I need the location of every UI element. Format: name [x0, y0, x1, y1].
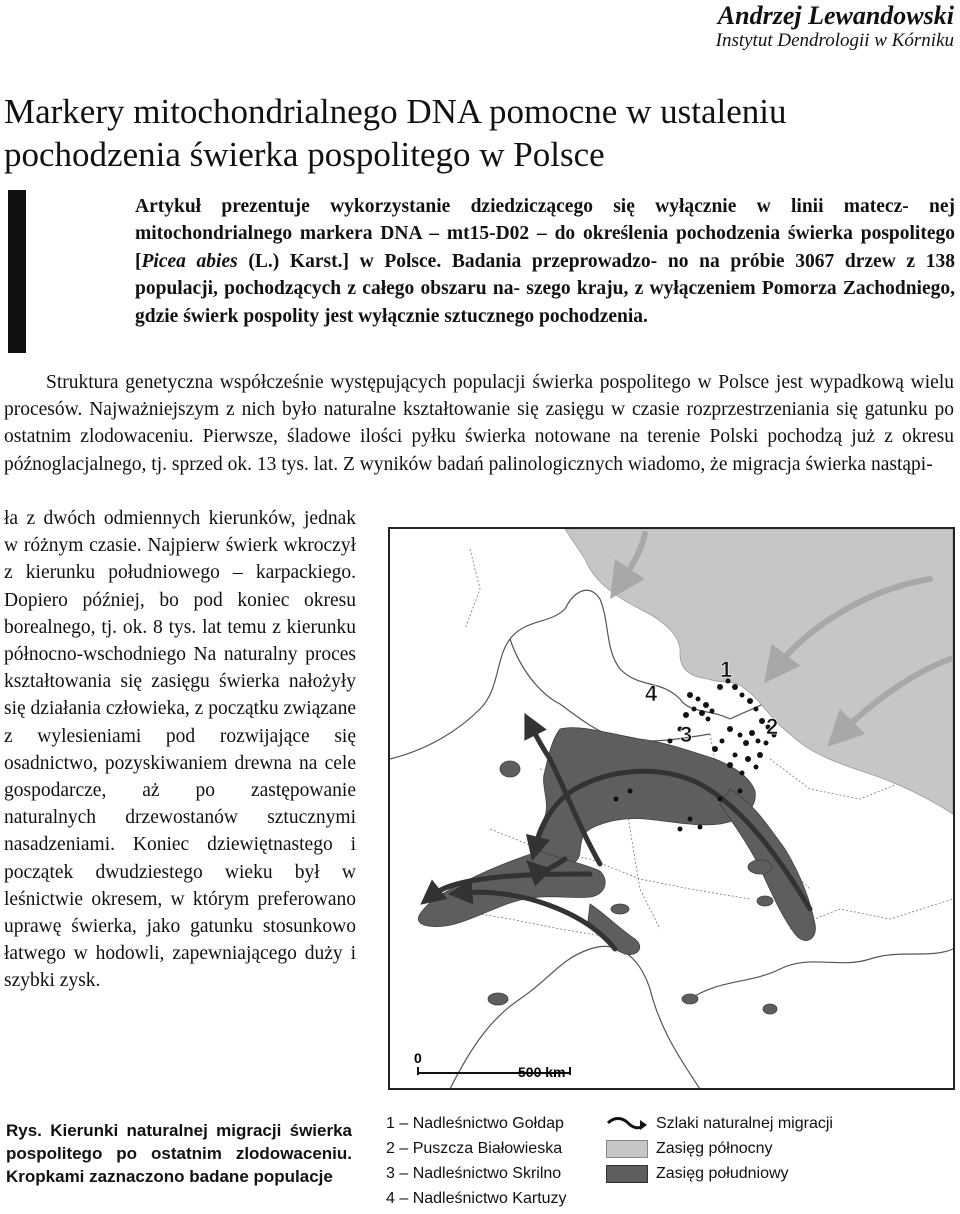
site-label-1: 1 — [720, 657, 733, 682]
figure-caption: Rys. Kierunki naturalnej migracji świerka pospolitego po ostatnim zlodowaceniu. Kropkami zaznaczono badane populacje — [6, 1121, 352, 1186]
drop-cap-initial — [8, 190, 26, 353]
legend-symbols — [606, 1111, 833, 1186]
title-line-2: pochodzenia świerka pospolitego w Polsce — [4, 135, 605, 174]
body-text-wide: Struktura genetyczna współcześnie występujących populacji świerka pospolitego w Polsce jest wypadkową wielu procesów. Najważniejszym z nich było naturalne kształtowanie się zasięgu w czasie rozprzestrzeniania się gatunku po ostatnim zlodowaceniu. Pierwsze, śladowe ilości pyłku świerka notowane na terenie Polski pochodzą już z okresu późnoglacjalnego, tj. sprzed ok. 13 tys. lat. Z wyników badań palinologicznych wiadomo, że migracja świerka nastąpi- — [4, 372, 954, 475]
legend-item-southern: Zasięg południowy — [606, 1161, 833, 1186]
species-name: Picea abies — [141, 250, 238, 272]
migration-arrow-icon — [606, 1115, 648, 1133]
legend-item-migration: Szlaki naturalnej migracji — [606, 1111, 833, 1136]
southern-range — [418, 728, 815, 1014]
scale-bar — [414, 1050, 570, 1080]
migration-map — [388, 527, 955, 1090]
legend-sites — [386, 1111, 567, 1211]
svg-text:500 km: 500 km — [518, 1064, 566, 1080]
title-line-1: Markery mitochondrialnego DNA pomocne w ustaleniu — [4, 92, 787, 131]
northern-range-swatch — [606, 1140, 648, 1158]
legend-site-item: 4 – Nadleśnictwo Kartuzy — [386, 1190, 567, 1207]
legend-site-item: 1 – Nadleśnictwo Gołdap — [386, 1115, 564, 1132]
author-institution: Instytut Dendrologii w Kórniku — [715, 30, 954, 51]
legend-item-northern: Zasięg północny — [606, 1136, 833, 1161]
southern-range-swatch — [606, 1165, 648, 1183]
map-svg — [390, 529, 953, 1088]
abstract: Artykuł prezentuje wykorzystanie dziedziczącego się wyłącznie w linii matecz- nej mitochondrialnego markera DNA – mt15-D02 – do określenia pochodzenia świerka pospolitego [Picea abies (L.) Karst.] w Polsce. Badania przeprowadzo- no na próbie 3067 drzew z 138 populacji, pochodzących z całego obszaru na- szego kraju, z wyłączeniem Pomorza Zachodniego, gdzie świerk pospolity jest wyłącznie sztucznego pochodzenia. — [135, 196, 955, 327]
body-text-column: ła z dwóch odmiennych kierunków, jednak w różnym czasie. Najpierw świerk wkroczył z kierunku południowego – karpackiego. Dopiero później, bo pod koniec okresu borealnego, tj. ok. 8 tys. lat temu z kierunku północno-wschodniego Na naturalny proces kształtowania się zasięgu świerka nałożyły się działania człowieka, z początku związane z wylesieniami pod rozwijające się osadnictwo, pozyskiwaniem drewna na cele gospodarcze, aż po zastępowanie naturalnych drzewostanów sztucznymi nasadzeniami. Koniec dziewiętnastego i początek dwudziestego wieku był w leśnictwie okresem, w którym preferowano uprawę świerka, jako gatunku stosunkowo łatwego w hodowli, zapewniającego duży i szybki zysk. — [4, 508, 356, 992]
legend-site-item: 3 – Nadleśnictwo Skrilno — [386, 1165, 562, 1182]
svg-text:0: 0 — [414, 1050, 422, 1066]
author-block — [716, 2, 954, 52]
site-label-3: 3 — [680, 722, 693, 747]
legend-site-item: 2 – Puszcza Białowieska — [386, 1140, 563, 1157]
site-label-2: 2 — [766, 714, 779, 739]
site-label-4: 4 — [645, 681, 658, 706]
article-title — [4, 90, 954, 176]
author-name: Andrzej Lewandowski — [717, 1, 954, 30]
